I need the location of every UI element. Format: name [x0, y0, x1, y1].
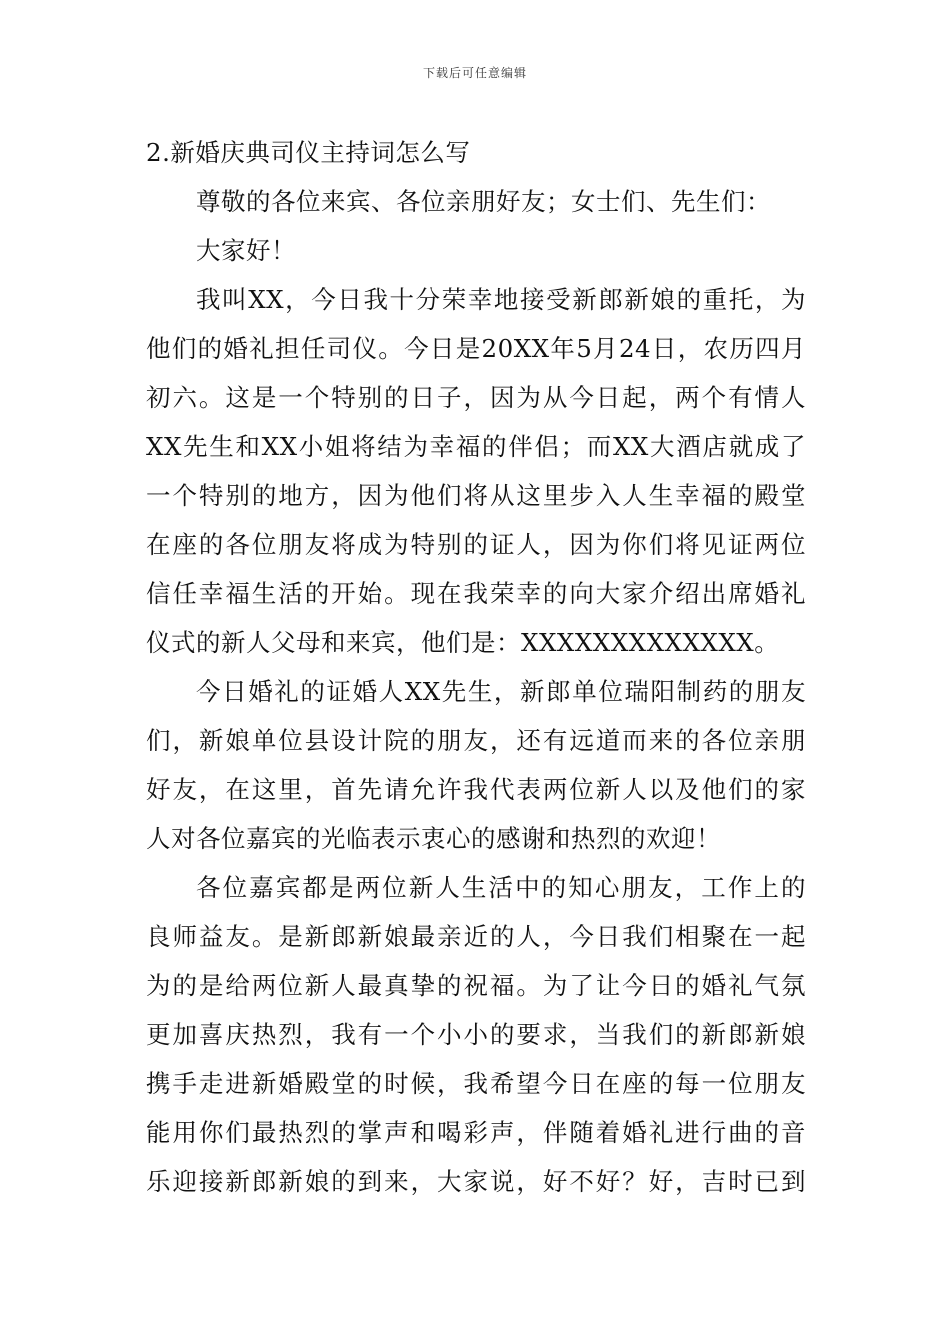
text-line: 良师益友。是新郎新娘最亲近的人，今日我们相聚在一起 — [146, 922, 806, 951]
text-line: 好友，在这里，首先请允许我代表两位新人以及他们的家 — [146, 775, 806, 804]
document-lines — [146, 177, 806, 1206]
text-line: 为的是给两位新人最真挚的祝福。为了让今日的婚礼气氛 — [146, 971, 806, 1000]
text-line: 我叫XX，今日我十分荣幸地接受新郎新娘的重托，为 — [196, 285, 806, 314]
text-line: 尊敬的各位来宾、各位亲朋好友；女士们、先生们： — [196, 187, 771, 216]
document-body — [146, 128, 806, 1206]
text-line: 今日婚礼的证婚人XX先生，新郎单位瑞阳制药的朋友 — [196, 677, 806, 706]
text-line: 他们的婚礼担任司仪。今日是20XX年5月24日，农历四月 — [146, 334, 806, 363]
text-line: 携手走进新婚殿堂的时候，我希望今日在座的每一位朋友 — [146, 1069, 806, 1098]
text-line: 仪式的新人父母和来宾，他们是：XXXXXXXXXXXXX。 — [146, 628, 780, 657]
text-line: 更加喜庆热烈，我有一个小小的要求，当我们的新郎新娘 — [146, 1020, 806, 1049]
text-line: 在座的各位朋友将成为特别的证人，因为你们将见证两位 — [146, 530, 806, 559]
page-header: 下载后可任意编辑 — [422, 66, 527, 80]
document-heading: 2.新婚庆典司仪主持词怎么写 — [146, 138, 471, 167]
text-line: XX先生和XX小姐将结为幸福的伴侣；而XX大酒店就成了 — [146, 432, 806, 461]
text-line: 大家好！ — [196, 236, 296, 265]
text-line: 一个特别的地方，因为他们将从这里步入人生幸福的殿堂 — [146, 481, 806, 510]
text-line: 们，新娘单位县设计院的朋友，还有远道而来的各位亲朋 — [146, 726, 806, 755]
text-line: 能用你们最热烈的掌声和喝彩声，伴随着婚礼进行曲的音 — [146, 1118, 806, 1147]
text-line: 各位嘉宾都是两位新人生活中的知心朋友，工作上的 — [196, 873, 806, 902]
text-line: 乐迎接新郎新娘的到来，大家说，好不好？好，吉时已到 — [146, 1167, 806, 1196]
text-line: 人对各位嘉宾的光临表示衷心的感谢和热烈的欢迎！ — [146, 824, 721, 853]
text-line: 信任幸福生活的开始。现在我荣幸的向大家介绍出席婚礼 — [146, 579, 806, 608]
text-line: 初六。这是一个特别的日子，因为从今日起，两个有情人 — [146, 383, 806, 412]
